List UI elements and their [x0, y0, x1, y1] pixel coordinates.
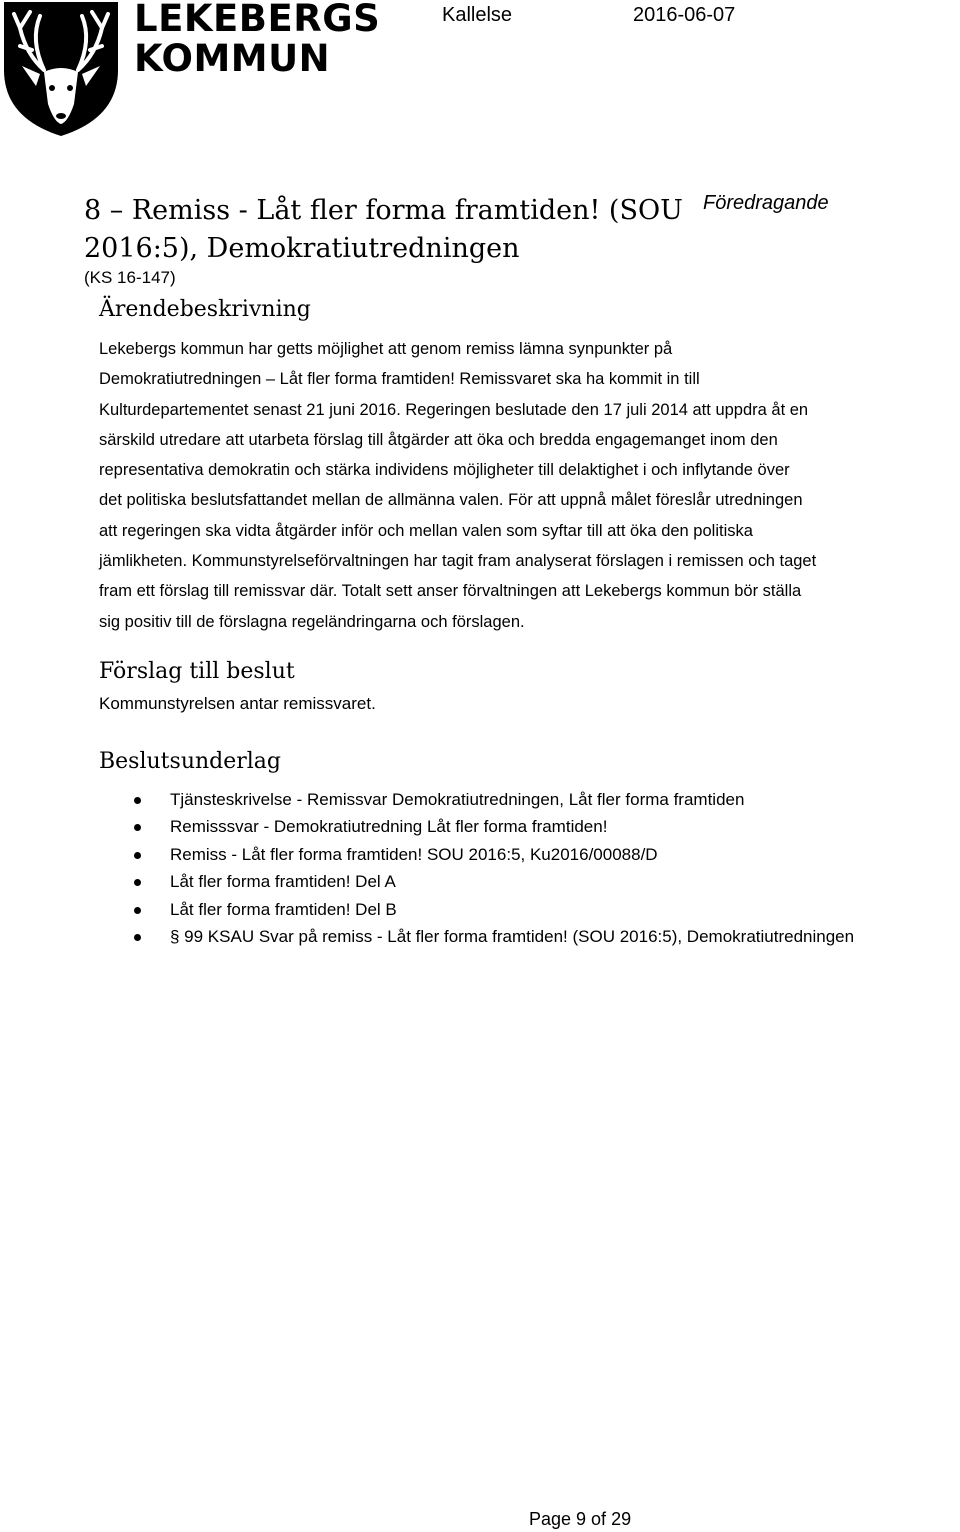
list-item-text: Remiss - Låt fler forma framtiden! SOU 2016:5, Ku2016/00088/D [170, 844, 658, 864]
logo-wordmark-line2: KOMMUN [134, 37, 331, 80]
list-item-text: § 99 KSAU Svar på remiss - Låt fler forma framtiden! (SOU 2016:5), Demokratiutredningen [170, 926, 855, 946]
description-line: representativa demokratin och stärka individens möjligheter till delaktighet i och inflytande över [99, 461, 790, 480]
description-body [99, 334, 960, 637]
description-line: Demokratiutredningen – Låt fler forma framtiden! Remissvaret ska ha kommit in till [99, 370, 700, 389]
agenda-item-title-line: 8 – Remiss - Låt fler forma framtiden! (SOU [84, 195, 683, 226]
description-heading: Ärendebeskrivning [99, 297, 311, 322]
basis-heading: Beslutsunderlag [99, 749, 282, 774]
agenda-item-title-line: 2016:5), Demokratiutredningen [84, 233, 520, 264]
presenter-label: Föredragande [703, 192, 829, 214]
list-item-text: Remisssvar - Demokratiutredning Låt fler forma framtiden! [170, 817, 608, 837]
description-line: det politiska beslutsfattandet mellan de allmänna valen. För att uppnå målet föreslår utredningen [99, 491, 803, 510]
description-line: sig positiv till de förslagna regeländringarna och förslagen. [99, 612, 525, 631]
proposal-text: Kommunstyrelsen antar remissvaret. [99, 694, 376, 713]
document-date: 2016-06-07 [633, 4, 736, 26]
description-line: att regeringen ska vidta åtgärder inför och mellan valen som syftar till att öka den politiska [99, 521, 753, 540]
list-item-text: Låt fler forma framtiden! Del A [170, 872, 396, 892]
bullet-icon [134, 907, 141, 914]
case-reference: (KS 16-147) [84, 268, 176, 287]
bullet-icon [134, 934, 141, 941]
logo-wordmark-line1: LEKEBERGS [134, 0, 381, 40]
bullet-icon [134, 879, 141, 886]
bullet-icon [134, 797, 141, 804]
bullet-icon [134, 824, 141, 831]
description-line: Kulturdepartementet senast 21 juni 2016. Regeringen beslutade den 17 juli 2014 att uppdra åt en [99, 400, 809, 419]
list-item-text: Tjänsteskrivelse - Remissvar Demokratiutredningen, Låt fler forma framtiden [170, 790, 745, 809]
description-line: fram ett förslag till remissvar där. Totalt sett anser förvaltningen att Lekebergs kommun bör ställa [99, 582, 802, 601]
document-type: Kallelse [442, 4, 513, 26]
bullet-icon [134, 852, 141, 859]
proposal-heading: Förslag till beslut [99, 659, 295, 684]
agenda-item-title [84, 192, 684, 268]
description-line: jämlikheten. Kommunstyrelseförvaltningen har tagit fram analyserat förslagen i remissen och taget [99, 552, 817, 571]
list-item-text: Låt fler forma framtiden! Del B [170, 899, 397, 919]
description-line: Lekebergs kommun har getts möjlighet att genom remiss lämna synpunkter på [99, 340, 673, 358]
municipality-crest-icon [0, 0, 122, 138]
page-number: Page 9 of 29 [529, 1509, 632, 1529]
description-line: särskild utredare att utarbeta förslag till åtgärder att öka och bredda engagemanget inom den [99, 430, 778, 449]
